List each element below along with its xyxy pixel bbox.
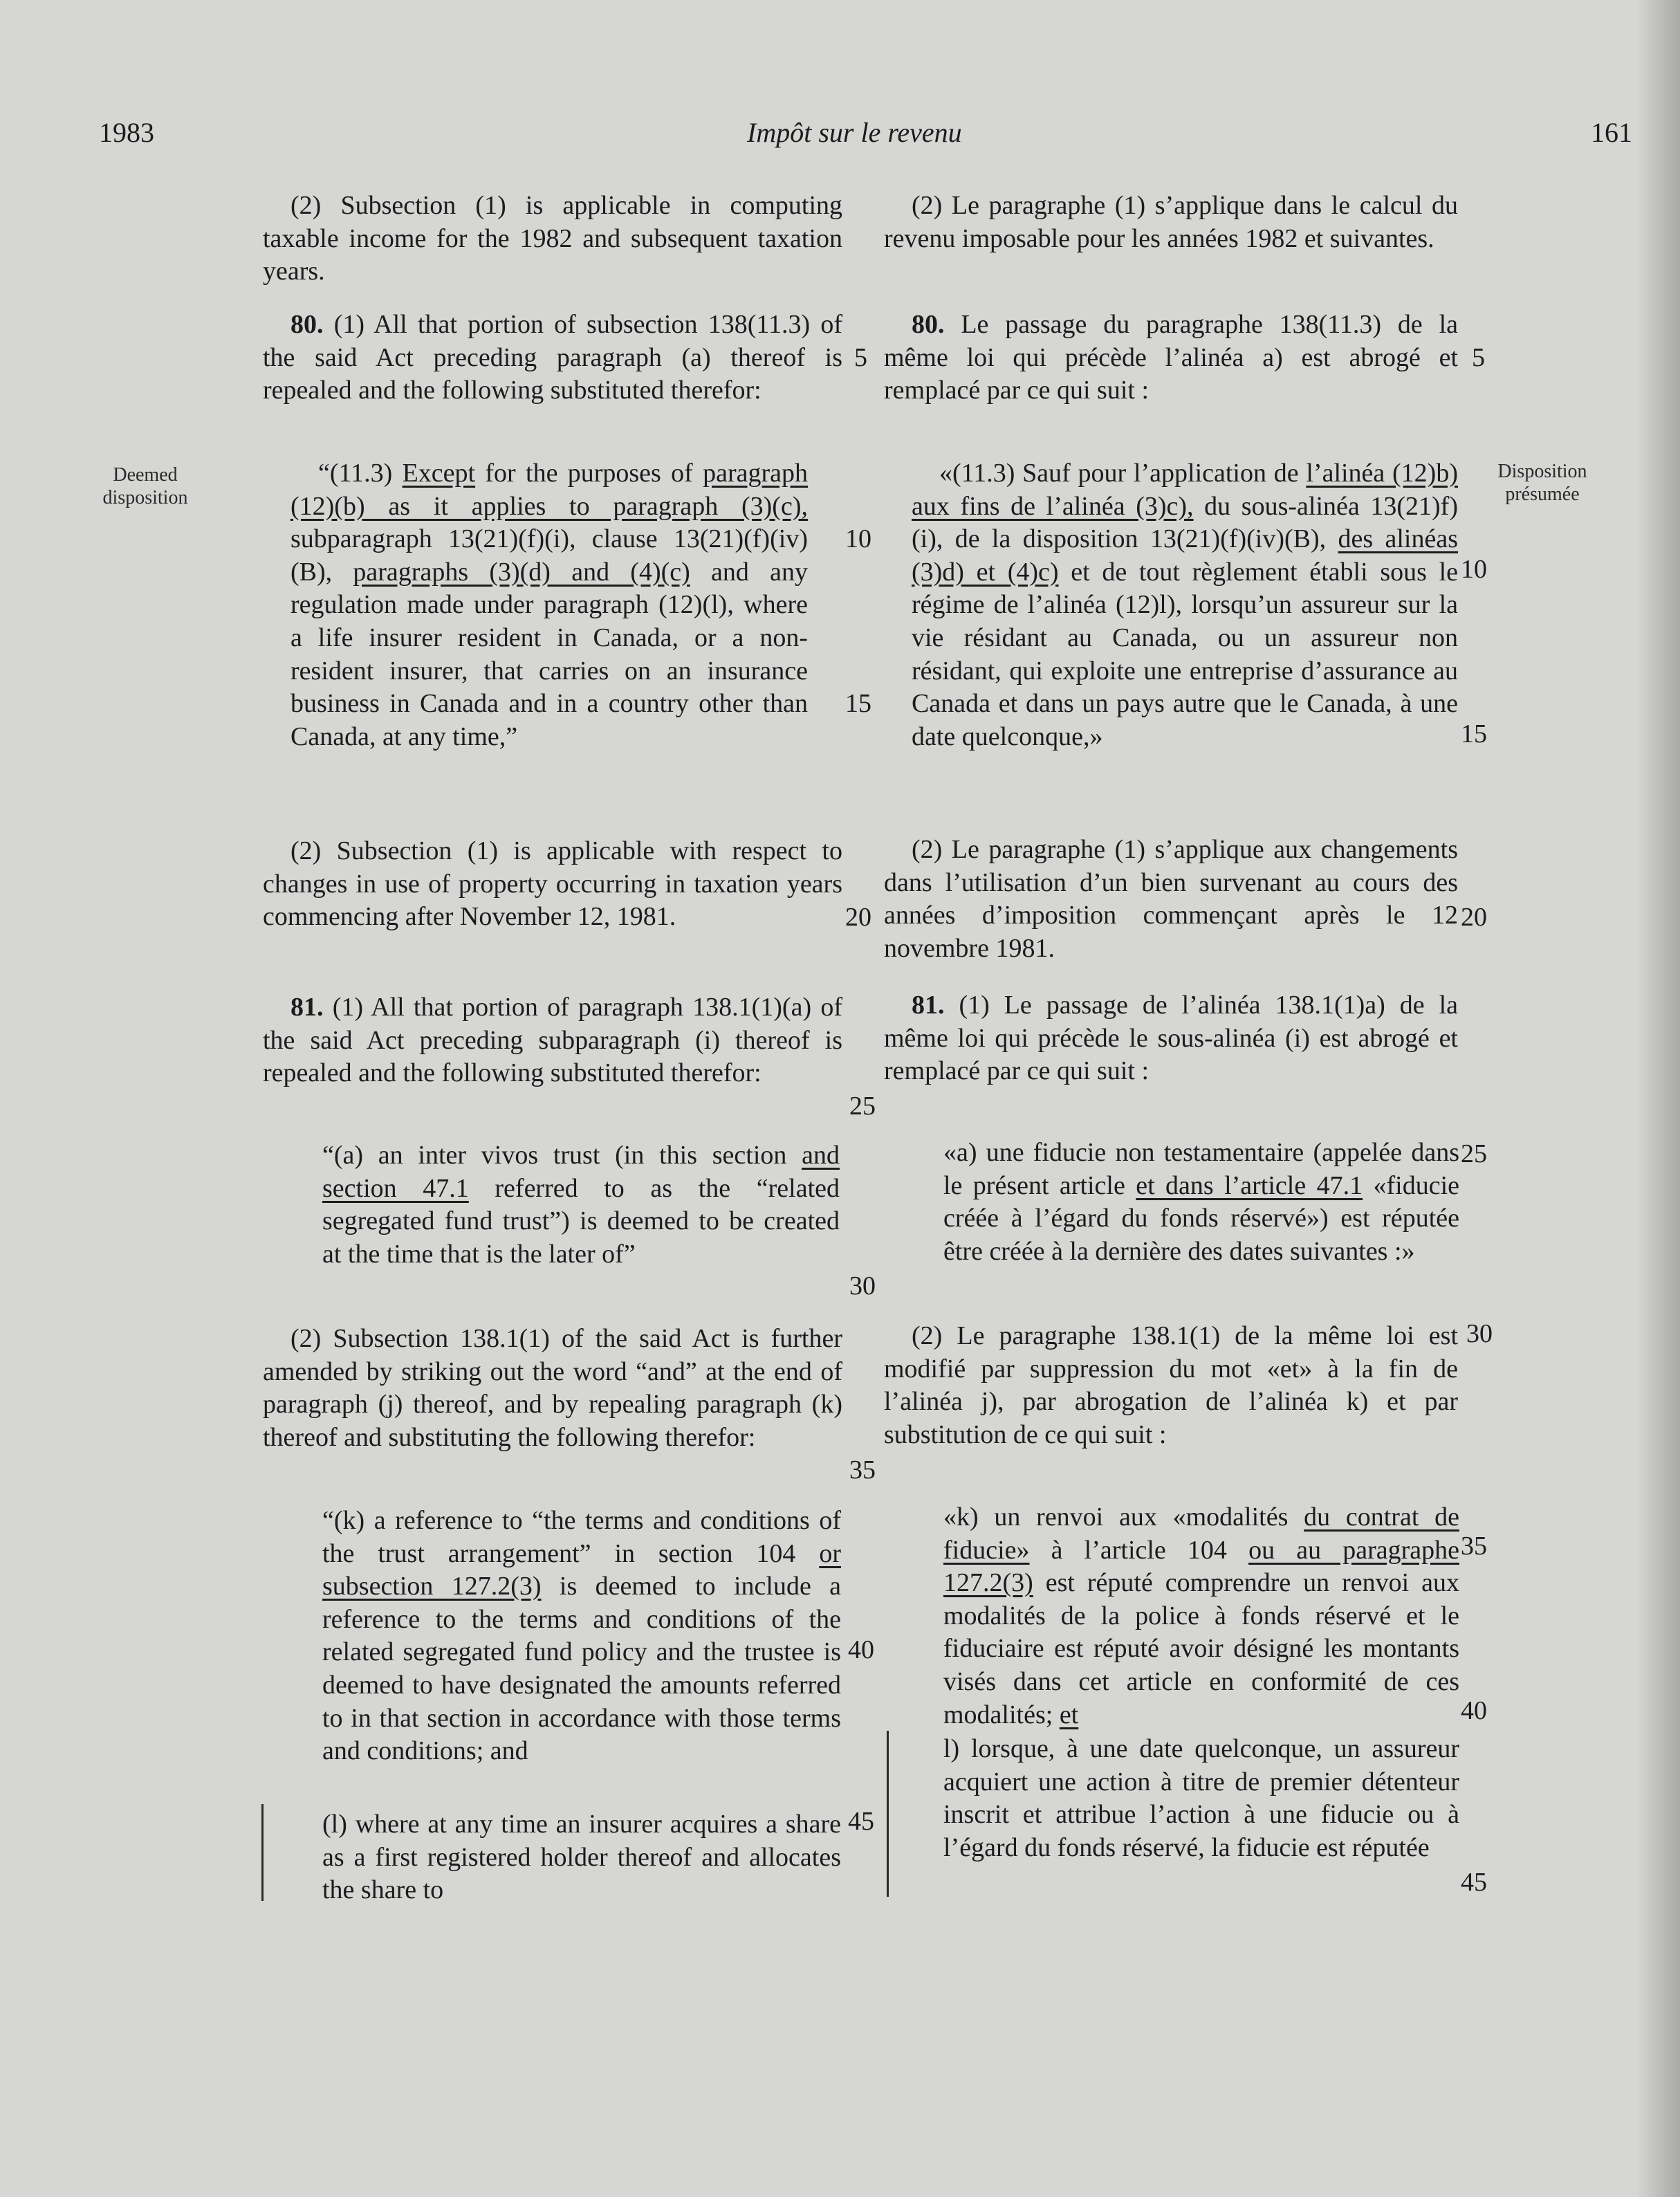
fr-quote-a: «a) une fiducie non testamentaire (appelée dans le présent article et dans l’article 47.1 «fiducie créée à l’égard du fonds réservé») est réputée être créée à la dernière des dates suivantes :» [943,1138,1459,1266]
line-number-fr: 35 [1461,1532,1487,1561]
section-number-80-en: 80. [290,310,324,339]
fr-paragraph-2: 80. Le passage du paragraphe 138(11.3) de la même loi qui précède l’alinéa a) est abrogé et remplacé par ce qui suit : [884,310,1458,405]
line-number-fr: 30 [1466,1319,1493,1348]
fr-paragraph-1: (2) Le paragraphe (1) s’applique dans le calcul du revenu imposable pour les années 1982 et suivantes. [884,191,1458,253]
en-paragraph-5: (2) Subsection 138.1(1) of the said Act is further amended by striking out the word “and” at the end of paragraph (j) thereof, and by repealing paragraph (k) thereof and substituting the following therefor: [263,1324,842,1452]
fr-quote-11-3: «(11.3) Sauf pour l’application de l’alinéa (12)b) aux fins de l’alinéa (3)c), du sous-alinéa 13(21)f)(i), de la disposition 13(21)(f)(iv)(B), des alinéas (3)d) et (4)c) et de tout règlement établi sous le régime de l’alinéa (12)l), lorsqu’un assureur sur la vie résidant au Canada, ou un assureur non résidant, qui exploite une entreprise d’assurance au Canada et dans un pays autre que le Canada, à une date quelconque,» [912,459,1459,751]
fr-paragraph-3: (2) Le paragraphe (1) s’applique aux changements dans l’utilisation d’un bien survenant au cours des années d’imposition commençant après le 12 novembre 1981. [884,835,1458,963]
page-number: 161 [1591,117,1632,148]
page-edge [1639,0,1680,2197]
line-number-fr: 5 [1472,343,1485,372]
section-number-81-fr: 81. [912,991,945,1020]
header-title: Impôt sur le revenu [747,117,962,148]
line-number-fr: 40 [1461,1696,1487,1725]
amendment-rule-fr [887,1731,889,1897]
line-number-en: 30 [849,1271,876,1300]
margin-note-en: Deemed disposition [102,464,188,508]
fr-quote-k: «k) un renvoi aux «modalités du contrat de fiducie» à l’article 104 ou au paragraphe 127.2(3) est réputé comprendre un renvoi aux modalités de la police à fonds réservé et le fiduciaire est réputé avoir désigné les montants visés dans cet article en conformité de ces modalités; et [943,1502,1459,1729]
fr-paragraph-5: (2) Le paragraphe 138.1(1) de la même loi est modifié par suppression du mot «et» à la fin de l’alinéa j), par abrogation de l’alinéa k) et par substitution de ce qui suit : [884,1321,1458,1449]
line-number-fr: 20 [1461,903,1487,932]
section-number-81-en: 81. [290,993,324,1022]
en-paragraph-2: 80. (1) All that portion of subsection 138(11.3) of the said Act preceding paragraph (a) thereof is repealed and the following substituted therefor: [263,310,842,405]
section-number-80-fr: 80. [912,310,945,339]
line-number-en: 20 [845,903,871,932]
header-year: 1983 [99,117,154,148]
line-number-en: 45 [848,1807,874,1836]
en-quote-l: (l) where at any time an insurer acquires a share as a first registered holder thereof and allocates the share to [322,1810,841,1905]
fr-quote-l: l) lorsque, à une date quelconque, un assureur acquiert une action à titre de premier détenteur inscrit et attribue l’action à une fiducie ou à l’égard du fonds réservé, la fiducie est réputée [943,1734,1459,1862]
line-number-fr: 25 [1461,1139,1487,1168]
en-quote-11-3: “(11.3) Except for the purposes of paragraph (12)(b) as it applies to paragraph (3)(c), subparagraph 13(21)(f)(i), clause 13(21)(f)(iv)(B), paragraphs (3)(d) and (4)(c) and any regulation made under paragraph (12)(l), where a life insurer resident in Canada, or a non-resident insurer, that carries on an insurance business in Canada and in a country other than Canada, at any time,” [290,459,809,751]
en-paragraph-3: (2) Subsection (1) is applicable with respect to changes in use of property occurring in taxation years commencing after November 12, 1981. [263,836,842,932]
line-number-fr: 15 [1461,719,1487,748]
en-paragraph-1: (2) Subsection (1) is applicable in computing taxable income for the 1982 and subsequent taxation years. [263,191,842,286]
line-number-fr: 45 [1461,1868,1487,1897]
line-number-en: 35 [849,1455,876,1484]
amendment-rule-en [261,1804,264,1901]
line-number-en: 40 [848,1635,874,1664]
line-number-en: 5 [854,343,867,372]
en-paragraph-4: 81. (1) All that portion of paragraph 138.1(1)(a) of the said Act preceding subparagraph (i) thereof is repealed and the following substituted therefor: [263,993,842,1088]
en-quote-k: “(k) a reference to “the terms and conditions of the trust arrangement” in section 104 or subsection 127.2(3) is deemed to include a reference to the terms and conditions of the related segregated fund policy and the trustee is deemed to have designated the amounts referred to in that section in accordance with those terms and conditions; and [322,1506,842,1766]
margin-note-fr: Disposition présumée [1497,461,1587,505]
line-number-en: 25 [849,1092,876,1121]
line-number-en: 10 [845,524,871,553]
fr-paragraph-4: 81. (1) Le passage de l’alinéa 138.1(1)a) de la même loi qui précède le sous-alinéa (i) est abrogé et remplacé par ce qui suit : [884,991,1458,1086]
line-number-fr: 10 [1461,555,1487,584]
line-number-en: 15 [845,689,871,718]
en-quote-a: “(a) an inter vivos trust (in this section and section 47.1 referred to as the “related segregated fund trust”) is deemed to be created at the time that is the later of” [322,1141,840,1269]
